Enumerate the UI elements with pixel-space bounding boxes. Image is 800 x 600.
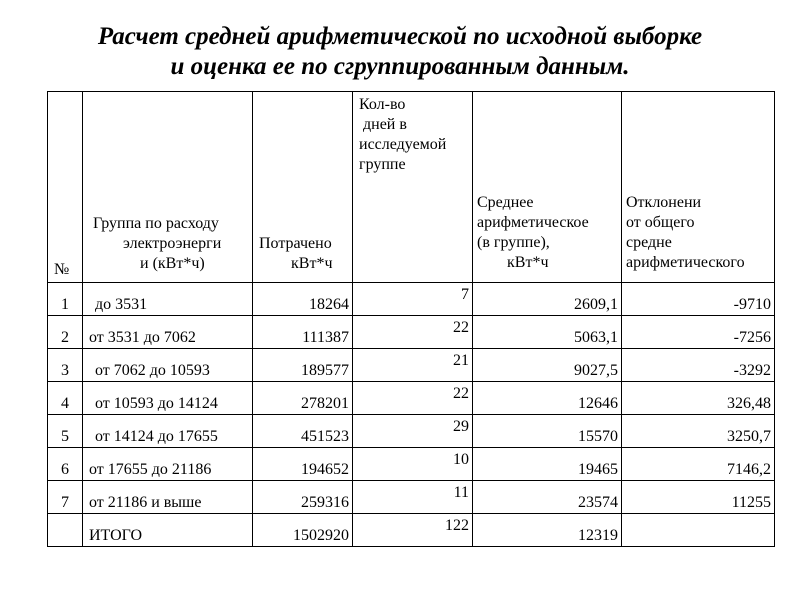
cell-spent: 189577 (253, 349, 353, 382)
total-mean: 12319 (473, 514, 622, 547)
header-group-line: Группа по расходу (93, 215, 219, 232)
total-row (48, 514, 775, 547)
cell-days: 11 (353, 481, 473, 514)
header-deviation-line: от общего (626, 214, 695, 231)
cell-deviation: 3250,7 (622, 415, 775, 448)
cell-num: 3 (48, 349, 83, 382)
cell-num: 5 (48, 415, 83, 448)
header-row (48, 92, 775, 283)
cell-days: 7 (353, 283, 473, 316)
cell-days: 22 (353, 382, 473, 415)
header-num-label: № (54, 261, 70, 278)
cell-days: 29 (353, 415, 473, 448)
cell-mean: 15570 (473, 415, 622, 448)
cell-mean: 2609,1 (473, 283, 622, 316)
header-mean-line: арифметическое (477, 214, 589, 231)
cell-group: от 21186 и выше (83, 481, 253, 514)
header-days-line: дней в (363, 116, 407, 133)
cell-group: до 3531 (83, 283, 253, 316)
cell-spent: 259316 (253, 481, 353, 514)
header-mean-line: Среднее (477, 194, 534, 211)
cell-days: 10 (353, 448, 473, 481)
table-row (48, 316, 775, 349)
header-mean-line: кВт*ч (507, 254, 549, 271)
cell-mean: 5063,1 (473, 316, 622, 349)
total-deviation-empty (622, 514, 775, 547)
table-row (48, 481, 775, 514)
cell-spent: 111387 (253, 316, 353, 349)
cell-num: 7 (48, 481, 83, 514)
cell-days: 21 (353, 349, 473, 382)
header-deviation (622, 92, 775, 283)
cell-num: 1 (48, 283, 83, 316)
cell-deviation: -3292 (622, 349, 775, 382)
title-line-2: и оценка ее по сгруппированным данным. (170, 53, 630, 80)
title-line-1: Расчет средней арифметической по исходной выборке (97, 23, 703, 50)
cell-mean: 12646 (473, 382, 622, 415)
header-mean (473, 92, 622, 283)
cell-group: от 3531 до 7062 (83, 316, 253, 349)
table-row (48, 283, 775, 316)
cell-group: от 17655 до 21186 (83, 448, 253, 481)
header-days-line: Кол-во (359, 96, 406, 113)
cell-group: от 14124 до 17655 (83, 415, 253, 448)
cell-deviation: -7256 (622, 316, 775, 349)
header-deviation-line: средне (626, 234, 672, 251)
header-spent-line: кВт*ч (291, 255, 333, 272)
header-days-line: группе (359, 156, 406, 173)
total-spent: 1502920 (253, 514, 353, 547)
cell-deviation: 7146,2 (622, 448, 775, 481)
cell-num: 6 (48, 448, 83, 481)
cell-deviation: 326,48 (622, 382, 775, 415)
header-spent-line: Потрачено (259, 235, 332, 252)
cell-num: 4 (48, 382, 83, 415)
header-deviation-line: Отклонени (626, 194, 702, 211)
table-row (48, 382, 775, 415)
cell-num: 2 (48, 316, 83, 349)
cell-spent: 194652 (253, 448, 353, 481)
cell-spent: 451523 (253, 415, 353, 448)
cell-spent: 18264 (253, 283, 353, 316)
cell-mean: 23574 (473, 481, 622, 514)
page-title (0, 22, 800, 82)
total-days: 122 (353, 514, 473, 547)
total-label: ИТОГО (83, 514, 253, 547)
table-row (48, 415, 775, 448)
header-num (48, 92, 83, 283)
header-days (353, 92, 473, 283)
header-mean-line: (в группе), (477, 234, 550, 251)
cell-mean: 9027,5 (473, 349, 622, 382)
header-group-line: электроэнерги (123, 235, 222, 252)
cell-group: от 10593 до 14124 (83, 382, 253, 415)
header-days-line: исследуемой (359, 136, 447, 153)
table-row (48, 448, 775, 481)
header-deviation-line: арифметического (626, 254, 745, 271)
cell-spent: 278201 (253, 382, 353, 415)
cell-deviation: 11255 (622, 481, 775, 514)
cell-deviation: -9710 (622, 283, 775, 316)
cell-mean: 19465 (473, 448, 622, 481)
cell-group: от 7062 до 10593 (83, 349, 253, 382)
table-row (48, 349, 775, 382)
header-spent (253, 92, 353, 283)
data-table (47, 91, 775, 547)
cell-num-empty (48, 514, 83, 547)
header-group (83, 92, 253, 283)
header-group-line: и (кВт*ч) (140, 255, 205, 272)
cell-days: 22 (353, 316, 473, 349)
